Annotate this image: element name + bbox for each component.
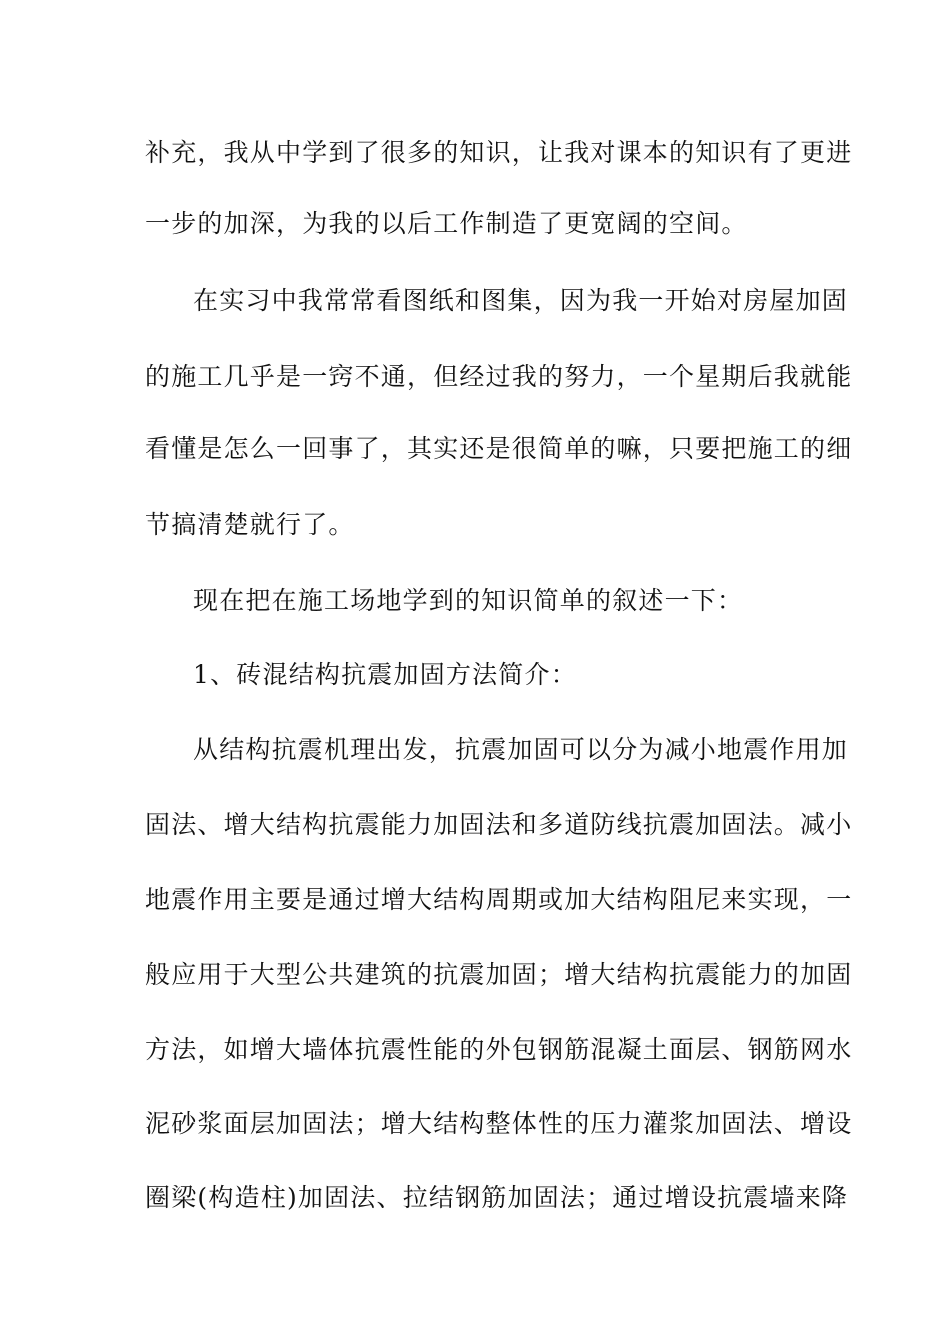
text-line: 圈梁(构造柱)加固法、拉结钢筋加固法；通过增设抗震墙来降 — [145, 1183, 849, 1212]
text-line: 节搞清楚就行了。 — [145, 510, 355, 539]
text-line: 1、砖混结构抗震加固方法简介： — [193, 660, 577, 689]
text-line: 看懂是怎么一回事了，其实还是很简单的嘛，只要把施工的细 — [145, 434, 853, 463]
text-line: 泥砂浆面层加固法；增大结构整体性的压力灌浆加固法、增设 — [145, 1109, 853, 1138]
text-line: 般应用于大型公共建筑的抗震加固；增大结构抗震能力的加固 — [145, 960, 853, 989]
text-line: 一步的加深，为我的以后工作制造了更宽阔的空间。 — [145, 209, 748, 238]
text-line: 现在把在施工场地学到的知识简单的叙述一下： — [193, 586, 744, 615]
text-line: 补充，我从中学到了很多的知识，让我对课本的知识有了更进 — [145, 138, 853, 167]
text-line: 的施工几乎是一窍不通，但经过我的努力，一个星期后我就能 — [145, 362, 853, 391]
text-line: 固法、增大结构抗震能力加固法和多道防线抗震加固法。减小 — [145, 810, 853, 839]
text-line: 在实习中我常常看图纸和图集，因为我一开始对房屋加固 — [193, 286, 849, 315]
text-line: 从结构抗震机理出发，抗震加固可以分为减小地震作用加 — [193, 735, 849, 764]
text-line: 地震作用主要是通过增大结构周期或加大结构阻尼来实现，一 — [145, 885, 853, 914]
text-line: 方法，如增大墙体抗震性能的外包钢筋混凝土面层、钢筋网水 — [145, 1035, 853, 1064]
